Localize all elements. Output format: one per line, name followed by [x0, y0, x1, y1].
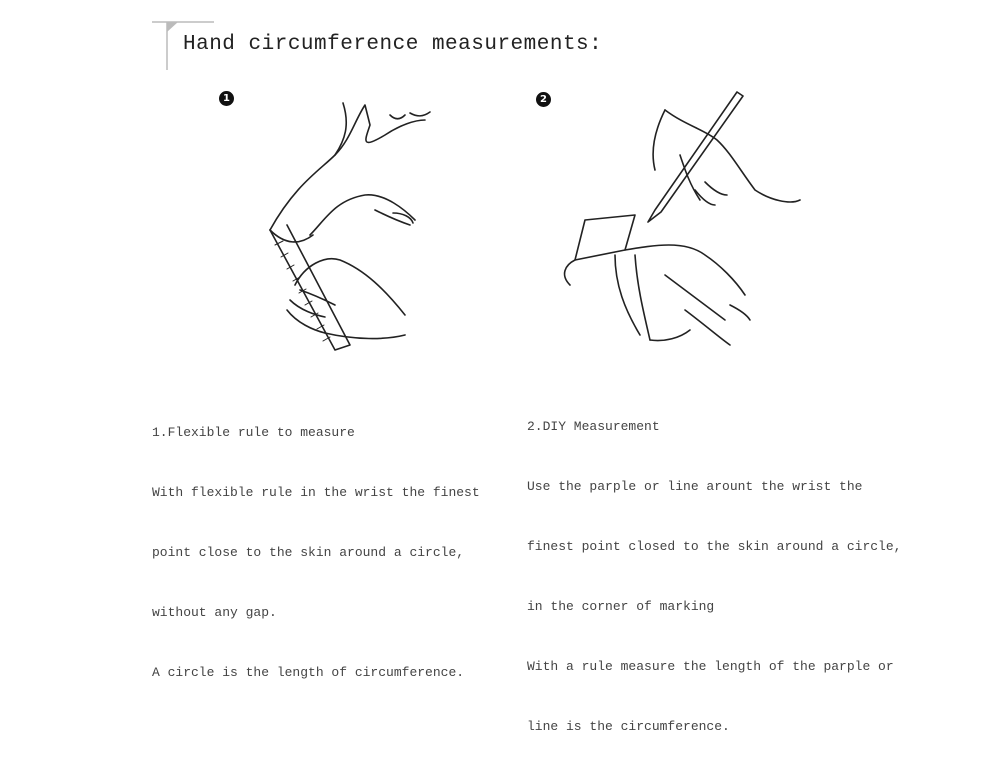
step-2-caption-line: in the corner of marking [527, 599, 715, 614]
step-1-caption-line: 1.Flexible rule to measure [152, 425, 355, 440]
step-1-caption-line: without any gap. [152, 605, 277, 620]
hand-with-paper-strip-and-pen-illustration [555, 90, 825, 375]
step-2-caption-line: 2.DIY Measurement [527, 419, 660, 434]
step-2-caption-line: With a rule measure the length of the parple or [527, 659, 894, 674]
step-1-caption-line: A circle is the length of circumference. [152, 665, 465, 680]
step-1-caption-line: With flexible rule in the wrist the finest [152, 485, 480, 500]
hand-with-tape-measure-illustration [225, 95, 435, 380]
step-2-caption [527, 377, 901, 777]
step-1-caption-line: point close to the skin around a circle, [152, 545, 465, 560]
step-2-caption-line: finest point closed to the skin around a circle, [527, 539, 902, 554]
step-1-badge: 1 [219, 91, 234, 106]
step-2-caption-line: line is the circumference. [527, 719, 730, 734]
step-2-caption-line: Use the parple or line arount the wrist the [527, 479, 863, 494]
step-2-badge: 2 [536, 92, 551, 107]
page-title: Hand circumference measurements: [183, 33, 603, 56]
step-1-caption [152, 383, 480, 723]
